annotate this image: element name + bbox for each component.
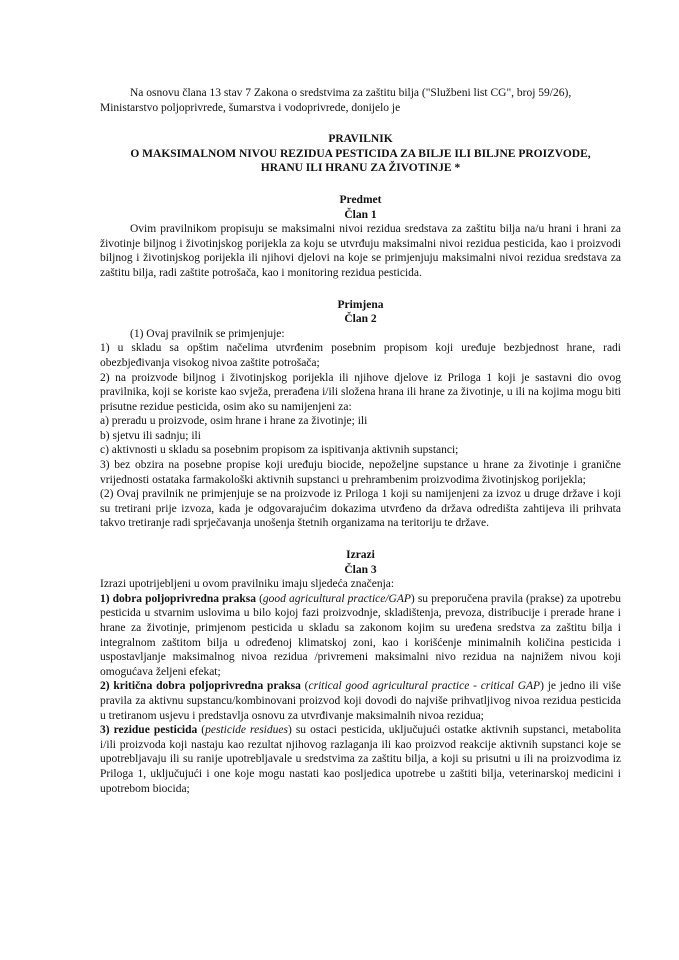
paragraph: Izrazi upotrijebljeni u ovom pravilniku imaju sljedeća značenja: [100, 578, 395, 591]
document-title [100, 132, 621, 176]
title-line-2: O MAKSIMALNOM NIVOU REZIDUA PESTICIDA ZA BILJE ILI BILJNE PROIZVODE, [130, 147, 591, 160]
paragraph: 2) na proizvode biljnog i životinjskog porijekla ili njihove djelove iz Priloga 1 koji je sastavni dio ovog pravilnika, koji se koriste kao svježa, prerađena i/ili složena hrana ili hrane za životinje, u ili na kojima mogu biti prisutne rezidue pesticida, osim ako su namijenjeni za: [100, 371, 621, 413]
definition-english: critical good agricultural practice - critical GAP [308, 680, 541, 693]
section-primjena [100, 298, 621, 532]
paragraph: Ovim pravilnikom propisuju se maksimalni nivoi rezidua sredstava za zaštitu bilja na/u hrani i hrani za životinje biljnog i životinjskog porijekla za koju se utvrđuju maksimalni nivoi rezidua pesticida, kao i proizvodi biljnog i životinjskog porijekla ili njihovi djelovi na koje se primjenjuju maksimalni nivoi rezidua sredstava za zaštitu bilja, radi zaštite potrošača, kao i monitoring rezidua pesticida. [100, 223, 621, 279]
definition-term: 3) rezidue pesticida [100, 724, 198, 737]
paragraph: a) preradu u proizvode, osim hrane i hrane za životinje; ili [100, 415, 368, 428]
paragraph: 1) u skladu sa opštim načelima utvrđenim posebnim propisom koji uređuje bezbjednost hrane, radi obezbjeđivanja visokog nivoa zaštite potrošača; [100, 342, 621, 369]
section-predmet [100, 193, 621, 281]
intro-line-2: Ministarstvo poljoprivrede, šumarstva i vodoprivrede, donijelo je [100, 101, 401, 114]
paragraph: 3) bez obzira na posebne propise koji uređuju biocide, nepoželjne supstance u hrane za životinje i granične vrijednosti ostataka farmakološki aktivnih supstanci u prehrambenim proizvodima životinjskog porijekla; [100, 459, 621, 486]
definition-english: good agricultural practice/GAP [262, 592, 411, 605]
definition-item: 1) dobra poljoprivredna praksa (good agricultural practice/GAP) su preporučena pravila (prakse) za upotrebu pesticida u stvarnim uslovima u bilo kojoj fazi proizvodnje, skladištenja, prevoza, distribucije i prerade hrane i hrane za životinje, primjenom pesticida u skladu sa zakonom kojim su uređena sredstva za zaštitu bilja i integralnom zaštitom bilja u određenoj klimatskoj zoni, kao i korišćenje minimalnih količina pesticida i uspostavljanje maksimalnog nivoa rezidua /privremeni maksimalni nivo rezidua na najnižem nivou koji omogućava željeni efekat; [100, 592, 621, 678]
definition-term: 2) kritična dobra poljoprivredna praksa [100, 680, 301, 693]
definition-term: 1) dobra poljoprivredna praksa [100, 592, 256, 605]
article-number: Član 2 [344, 313, 377, 326]
paragraph: (2) Ovaj pravilnik ne primjenjuje se na proizvode iz Priloga 1 koji su namijenjeni za izvoz u druge države i koji su tretirani prije izvoza, kada je odgovarajućim dokazima utvrđeno da država odredišta zahtijeva ili prihvata takvo tretiranje radi sprječavanja unošenja štetnih organizama na teritoriju te države. [100, 488, 621, 530]
definition-item: 3) rezidue pesticida (pesticide residues) su ostaci pesticida, uključujući ostatke aktivnih supstanci, metabolita i/ili proizvoda koji nastaju kao rezultat njihovog razlaganja ili kao proizvod reakcije aktivnih supstanci koje se upotrebljavaju ili su ranije upotrebljavale u sredstvima za zaštitu bilja, a koji su prisutni u ili na proizvodima iz Priloga 1, uključujući i one koje mogu nastati kao posljedica upotrebe u zaštiti bilja, veterinarskoj medicini i upotrebom biocida; [100, 724, 621, 795]
paragraph: (1) Ovaj pravilnik se primjenjuje: [130, 327, 285, 340]
definition-text: su preporučena pravila (prakse) za upotrebu pesticida u stvarnim uslovima u bilo kojoj fazi proizvodnje, skladištenja, prevoza, distribucije i prerade hrane i hrane za životinje, primjenom pesticida u skladu sa zakonom kojim su uređena sredstva za zaštitu bilja i integralnom zaštitom bilja u određenoj klimatskoj zoni, kao i korišćenje minimalnih količina pesticida i uspostavljanje maksimalnog nivoa rezidua /privremeni maksimalni nivo rezidua na najnižem nivou koji omogućava željeni efekat; [100, 592, 621, 678]
article-number: Član 1 [344, 208, 377, 221]
section-heading: Izrazi [346, 549, 375, 562]
section-heading: Predmet [339, 193, 382, 206]
definition-text: su ostaci pesticida, uključujući ostatke aktivnih supstanci, metabolita i/ili proizvoda koji nastaju kao rezultat njihovog razlaganja ili kao proizvod reakcije aktivnih supstanci koje se upotrebljavaju ili su ranije upotrebljavale u sredstvima za zaštitu bilja, a koji su prisutni u ili na proizvodima iz Priloga 1, uključujući i one koje mogu nastati kao posljedica upotrebe u zaštiti bilja, veterinarskoj medicini i upotrebom biocida; [100, 724, 621, 795]
section-heading: Primjena [337, 298, 384, 311]
title-line-3: HRANU ILI HRANU ZA ŽIVOTINJE * [260, 162, 461, 175]
intro-line-1: Na osnovu člana 13 stav 7 Zakona o sredstvima za zaštitu bilja ("Službeni list CG", broj 59/26), [130, 87, 572, 99]
title-line-1: PRAVILNIK [328, 133, 393, 146]
article-number: Član 3 [344, 563, 377, 576]
section-izrazi [100, 548, 621, 796]
definition-item: 2) kritična dobra poljoprivredna praksa (critical good agricultural practice - critical GAP) je jedno ili više pravila za aktivnu supstancu/kombinovani proizvod koji dovodi do najviše prihvatljivog nivoa rezidua pesticida u tretiranom usjevu i predstavlja osnovu za utvrđivanje maksimalnih nivoa rezidua; [100, 680, 621, 722]
definition-text: je jedno ili više pravila za aktivnu supstancu/kombinovani proizvod koji dovodi do najviše prihvatljivog nivoa rezidua pesticida u tretiranom usjevu i predstavlja osnovu za utvrđivanje maksimalnih nivoa rezidua; [100, 680, 621, 722]
paragraph: c) aktivnosti u skladu sa posebnim propisom za ispitivanja aktivnih supstanci; [100, 444, 459, 457]
definition-english: pesticide residues [205, 724, 288, 737]
paragraph: b) sjetvu ili sadnju; ili [100, 429, 201, 442]
